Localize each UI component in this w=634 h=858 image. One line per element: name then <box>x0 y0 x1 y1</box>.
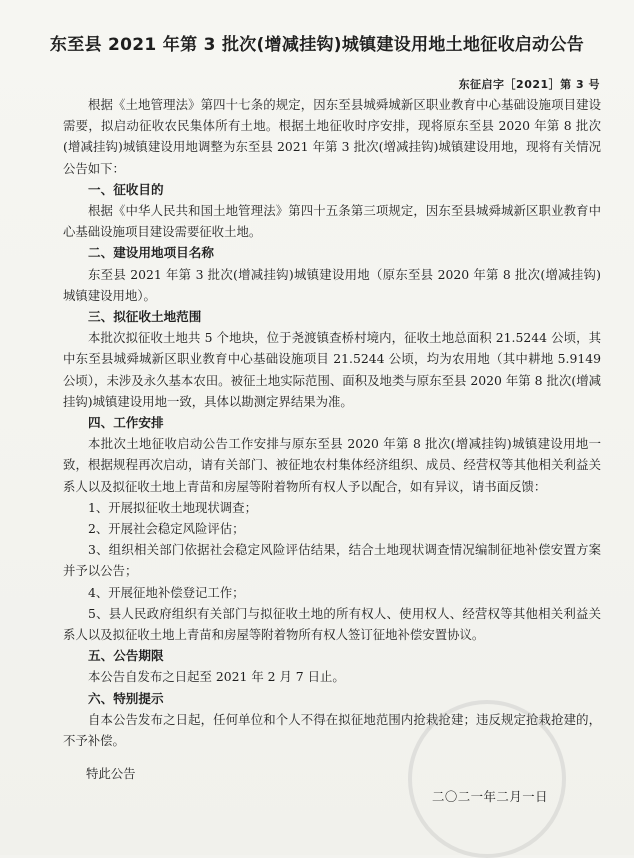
list-item: 5、县人民政府组织有关部门与拟征收土地的所有权人、使用权人、经营权等其他相关利益关系人以及拟征收土地上青苗和房屋等附着物所有权人签订征地补偿安置协议。 <box>63 605 601 643</box>
section-paragraph: 本公告自发布之日起至 2021 年 2 月 7 日止。 <box>88 669 345 685</box>
list-item: 2、开展社会稳定风险评估； <box>88 521 245 537</box>
list-item: 4、开展征地补偿登记工作； <box>88 584 245 600</box>
intro-paragraph: 根据《土地管理法》第四十七条的规定，因东至县城舜城新区职业教育中心基础设施项目建设需要，拟启动征收农民集体所有土地。根据土地征收时序安排，现将原东至县 2020 年第 8 批次(增减挂钩)城镇建设用地调整为东至县 2021 年第 3 批次(增减挂钩)城镇建设用地，现将有关情况公告如下： <box>63 97 601 176</box>
section-heading: 二、建设用地项目名称 <box>88 245 214 261</box>
section-paragraph: 本批次土地征收启动公告工作安排与原东至县 2020 年第 8 批次(增减挂钩)城镇建设用地一致，根据规程再次启动，请有关部门、被征地农村集体经济组织、成员、经营权等其他相关利益关系人以及拟征收土地上青苗和房屋等附着物所有权人予以配合，如有异议，请书面反馈： <box>63 436 601 494</box>
section-paragraph: 根据《中华人民共和国土地管理法》第四十五条第三项规定，因东至县城舜城新区职业教育中心基础设施项目建设需要征收土地。 <box>63 203 601 240</box>
section-paragraph: 东至县 2021 年第 3 批次(增减挂钩)城镇建设用地（原东至县 2020 年第 8 批次(增减挂钩)城镇建设用地）。 <box>63 266 601 303</box>
document-body <box>63 94 601 751</box>
document-title: 东至县 2021 年第 3 批次(增减挂钩)城镇建设用地土地征收启动公告 <box>49 35 585 55</box>
section-heading: 六、特别提示 <box>88 690 164 706</box>
list-item: 3、组织相关部门依据社会稳定风险评估结果，结合土地现状调查情况编制征地补偿安置方案并予以公告； <box>63 542 601 579</box>
list-item: 1、开展拟征收土地现状调查； <box>88 499 257 515</box>
section-heading: 四、工作安排 <box>88 415 164 431</box>
section-heading: 一、征收目的 <box>88 181 164 197</box>
section-paragraph: 自本公告发布之日起，任何单位和个人不得在拟征地范围内抢栽抢建；违反规定抢栽抢建的，不予补偿。 <box>63 711 601 749</box>
section-heading: 五、公告期限 <box>88 648 164 664</box>
section-heading: 三、拟征收土地范围 <box>88 309 202 325</box>
closing-text: 特此公告 <box>86 766 136 781</box>
section-paragraph: 本批次拟征收土地共 5 个地块，位于尧渡镇查桥村境内，征收土地总面积 21.5244 公顷，其中东至县城舜城新区职业教育中心基础设施项目 21.5244 公顷，均为农用地（其中耕地 5.9149 公顷），未涉及永久基本农田。被征土地实际范围、面积及地类与原东至县 2020 年第 8 批次(增减挂钩)城镇建设用地一致，具体以勘测定界结果为准。 <box>63 330 601 409</box>
issue-date: 二〇二一年二月一日 <box>431 789 548 804</box>
document-number: 东征启字［2021］第 3 号 <box>458 78 600 91</box>
